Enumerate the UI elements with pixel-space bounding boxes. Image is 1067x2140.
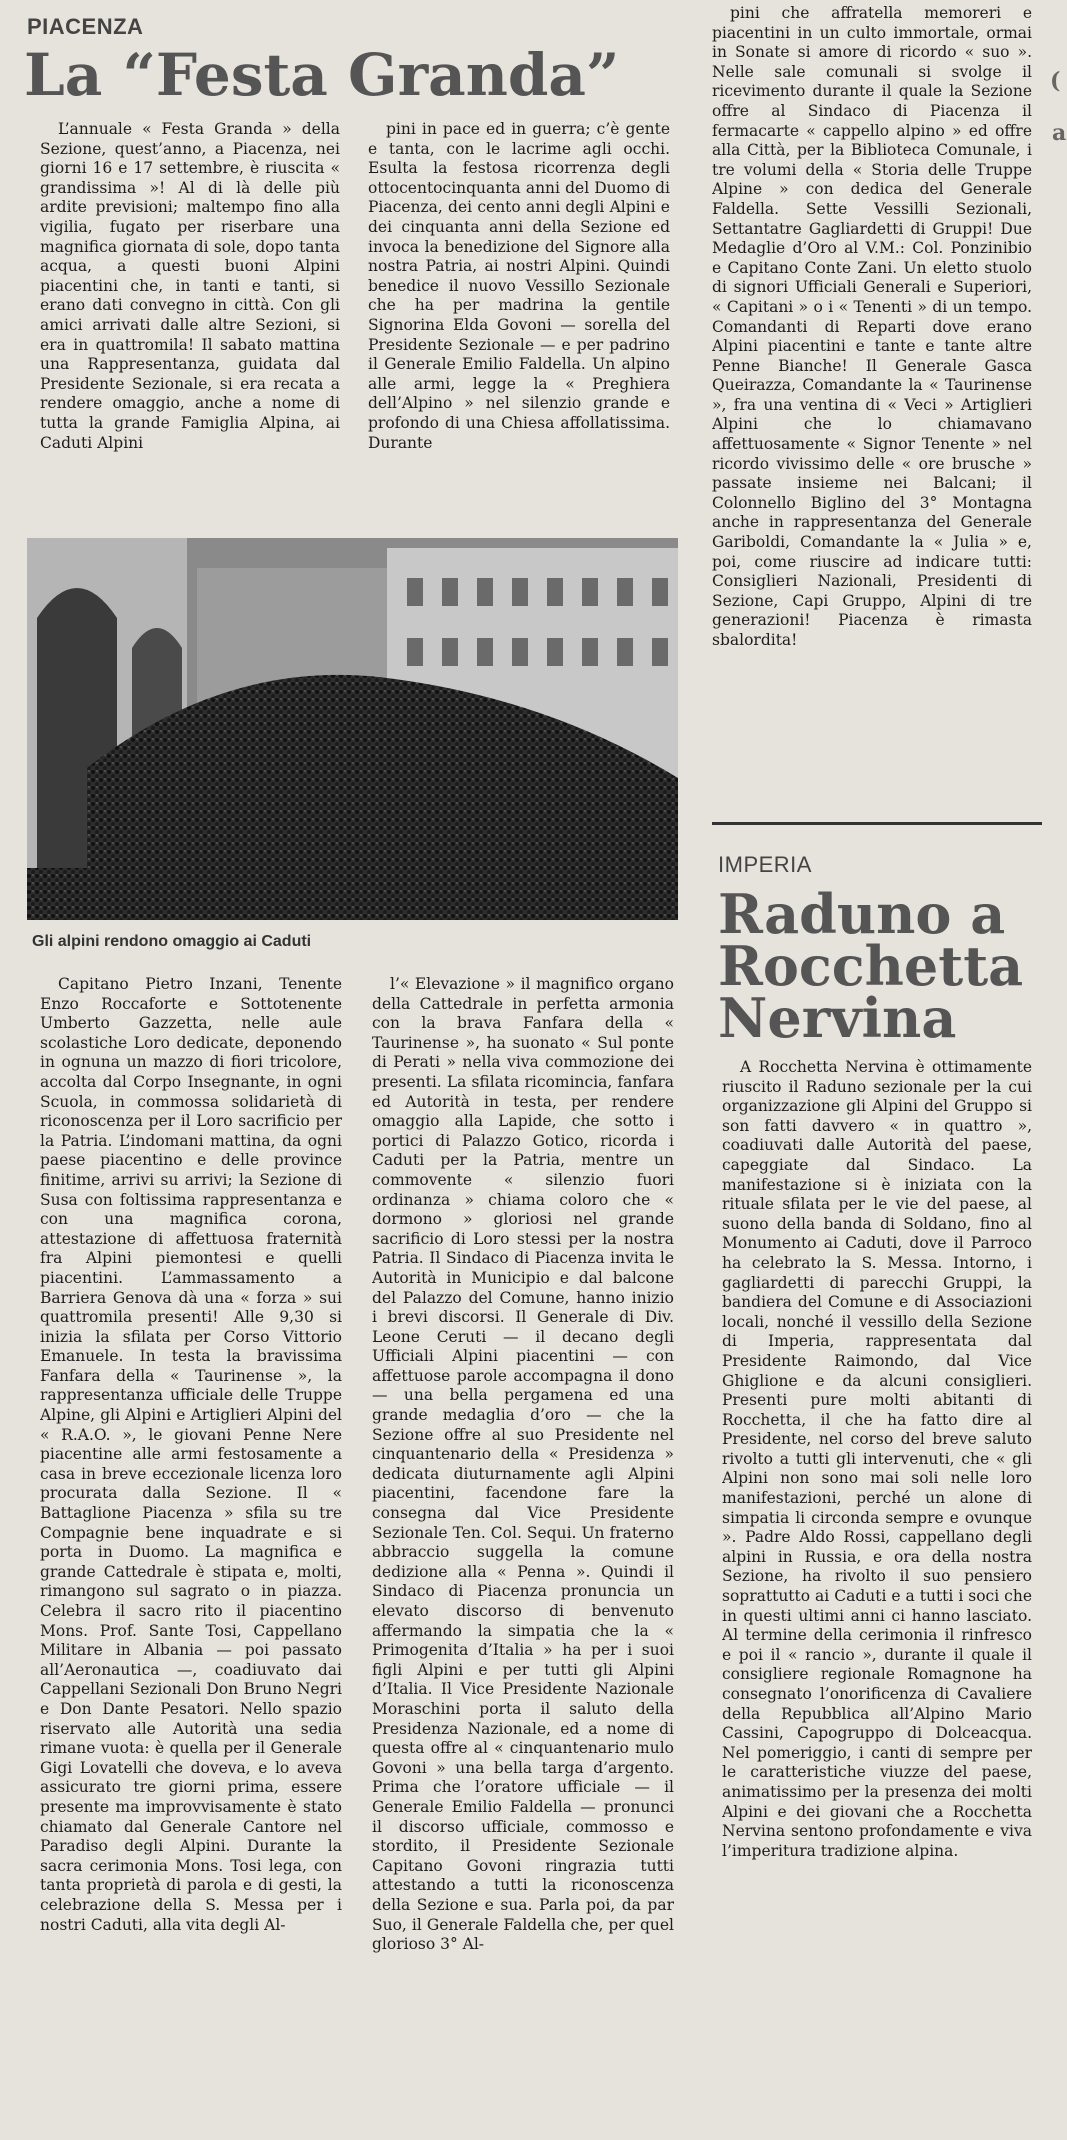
paragraph: L’annuale « Festa Granda » della Sezione, quest’anno, a Piacenza, nei giorni 16 e 17 settembre, è riuscita « grandissima »! Al di là delle più ardite previsioni; maltempo fino alla vigilia, fugato per riserbare una magnifica giornata di sole, dopo tanta acqua, a questi buoni Alpini piacentini che, in tanti e tanti, si erano dati convegno in città. Con gli amici arrivati dalle altre Sezioni, si era in quattromila! Il sabato mattina una Rappresentanza, guidata dal Presidente Sezionale, si era recata a rendere omaggio, anche a nome di tutta la grande Famiglia Alpina, ai Caduti Alpini xyxy=(40,120,340,452)
article-column-1-top xyxy=(40,120,340,520)
article-column-imperia xyxy=(722,1058,1032,2136)
section-kicker-piacenza: PIACENZA xyxy=(27,14,144,39)
article-column-3 xyxy=(712,4,1032,804)
paragraph: A Rocchetta Nervina è ottimamente riuscito il Raduno sezionale per la cui organizzazione gli Alpini del Gruppo si son fatti davvero « in quattro », coadiuvati dalle Autorità del paese, capeggiate dal Sindaco. La manifestazione si è iniziata con la rituale sfilata per le vie del paese, al suono della banda di Soldano, fino al Monumento ai Caduti, dove il Parroco ha celebrato la S. Messa. Intorno, i gagliardetti di parecchi Gruppi, la bandiera del Comune e di Associazioni locali, nonché il vessillo della Sezione di Imperia, rappresentata dal Presidente Raimondo, dal Vice Ghiglione e da alcuni consiglieri. Presenti pure molti abitanti di Rocchetta, il che ha fatto dire al Presidente, nel corso del breve saluto rivolto a tutti gli intervenuti, che « gli Alpini non sono mai soli nelle loro manifestazioni, perché un alone di simpatia li circonda sempre e ovunque ». Padre Aldo Rossi, cappellano degli alpini in Russia, e ora della nostra Sezione, ha rivolto il suo pensiero soprattutto ai Caduti e a tutti i soci che in questi ultimi anni ci hanno lasciato. Al termine della cerimonia il rinfresco e poi il « rancio », durante il quale il consigliere regionale Romagnone ha consegnato l’onorificenza di Cavaliere della Repubblica all’Alpino Mario Cassini, Capogruppo di Dolceacqua. Nel pomeriggio, i canti di sempre per le caratteristiche viuzze del paese, animatissimo per la presenza dei molti Alpini e dei giovani che a Rocchetta Nervina sentono profondamente e viva l’imperitura tradizione alpina. xyxy=(722,1058,1032,1860)
section-divider xyxy=(712,822,1042,825)
cropped-margin-glyph: ( xyxy=(1050,68,1061,94)
article-column-2-top xyxy=(368,120,670,520)
cropped-margin-glyph: a xyxy=(1052,120,1067,146)
headline-piacenza: La “Festa Granda” xyxy=(24,41,620,109)
headline-line: Raduno a xyxy=(718,882,1006,946)
paragraph: l’« Elevazione » il magnifico organo della Cattedrale in perfetta armonia con la brava Fanfara della « Taurinense », ha suonato « Sul ponte di Perati » nella viva commozione dei presenti. La sfilata ricomincia, fanfara ed Autorità in testa, per rendere omaggio alla Lapide, che sotto i portici di Palazzo Gotico, ricorda i Caduti per la Patria, mentre un commovente « silenzio fuori ordinanza » chiama coloro che « dormono » gloriosi nel grande sacrificio di Loro stessi per la nostra Patria. Il Sindaco di Piacenza invita le Autorità in Municipio e dal balcone del Palazzo del Comune, hanno inizio i brevi discorsi. Il Generale di Div. Leone Ceruti — il decano degli Ufficiali Alpini piacentini — con affettuose parole accompagna il dono — una bella pergamena ed una grande medaglia d’oro — che la Sezione offre al suo Presidente nel cinquantenario della « Presidenza » dedicata diuturnamente agli Alpini piacentini, facendone fare la consegna dal Vice Presidente Sezionale Ten. Col. Sequi. Un fraterno abbraccio suggella la comune dedizione alla « Penna ». Quindi il Sindaco di Piacenza pronuncia un elevato discorso di benvenuto affermando la simpatia che la « Primogenita d’Italia » ha per i suoi figli Alpini e per tutti gli Alpini d’Italia. Il Vice Presidente Nazionale Moraschini porta il saluto della Presidenza Nazionale, ed a nome di questa offre al « cinquantenario mulo Govoni » una bella targa d’argento. Prima che l’oratore ufficiale — il Generale Emilio Faldella — pronunci il discorso ufficiale, commosso e stordito, il Presidente Sezionale Capitano Govoni ringrazia tutti attestando a tutti la riconoscenza della Sezione e sua. Parla poi, da par Suo, il Generale Faldella che, per quel glorioso 3° Al- xyxy=(372,975,674,1954)
headline-line: Rocchetta xyxy=(718,934,1024,998)
article-column-1-bottom xyxy=(40,975,342,2135)
paragraph: pini in pace ed in guerra; c’è gente e tanta, con le lacrime agli occhi. Esulta la festosa ricorrenza degli ottocentocinquanta anni del Duomo di Piacenza, dei cento anni degli Alpini e dei cinquanta anni della Sezione ed invoca la benedizione del Signore alla nostra Patria, ai nostri Alpini. Quindi benedice il nuovo Vessillo Sezionale che ha per madrina la gentile Signorina Elda Govoni — sorella del Presidente Sezionale — e per padrino il Generale Emilio Faldella. Un alpino alle armi, legge la « Preghiera dell’Alpino » nel silenzio grande e profondo di una Chiesa affollatissima. Durante xyxy=(368,120,670,452)
article-column-2-bottom xyxy=(372,975,674,2135)
crowd-photo-illustration xyxy=(27,538,678,920)
paragraph: Capitano Pietro Inzani, Tenente Enzo Roccaforte e Sottotenente Umberto Gazzetta, nelle aule scolastiche Loro dedicate, deponendo in ognuna un mazzo di fiori tricolore, accolta dal Corpo Insegnante, in ogni Scuola, in commossa solidarietà di riconoscenza per il Loro sacrificio per la Patria. L’indomani mattina, da ogni paese piacentino e delle province finitime, arrivi su arrivi; la Sezione di Susa con foltissima rappresentanza e con una magnifica corona, attestazione di affettuosa fraternità fra Alpini piemontesi e quelli piacentini. L’ammassamento a Barriera Genova dà una « forza » sui quattromila presenti! Alle 9,30 si inizia la sfilata per Corso Vittorio Emanuele. In testa la bravissima Fanfara della « Taurinense », la rappresentanza ufficiale delle Truppe Alpine, gli Alpini e Artiglieri Alpini del « R.A.O. », le giovani Penne Nere piacentine alle armi festosamente a casa in breve eccezionale licenza loro procurata dalla Sezione. Il « Battaglione Piacenza » sfila su tre Compagnie bene inquadrate e si porta in Duomo. La magnifica e grande Cattedrale è stipata e, molti, rimangono sul sagrato o in piazza. Celebra il sacro rito il piacentino Mons. Prof. Sante Tosi, Cappellano Militare in Albania — poi passato all’Aeronautica —, coadiuvato dai Cappellani Sezionali Don Bruno Negri e Don Dante Pesatori. Nello spazio riservato alle Autorità una sedia rimane vuota: è quella per il Generale Gigi Lovatelli che doveva, e lo aveva assicurato tre giorni prima, essere presente ma improvvisamente è stato chiamato dal Generale Cantore nel Paradiso degli Alpini. Durante la sacra cerimonia Mons. Tosi lega, con tanta proprietà di parola e di gesti, la celebrazione della S. Messa per i nostri Caduti, alla vita degli Al- xyxy=(40,975,342,1934)
paragraph: pini che affratella memoreri e piacentini in un culto immortale, ormai in Sonate si amore di ricordo « suo ». Nelle sale comunali si svolge il ricevimento durante il quale la Sezione offre al Sindaco di Piacenza il fermacarte « cappello alpino » ed offre alla Città, per la Biblioteca Comunale, i tre volumi della « Storia delle Truppe Alpine » con dedica del Generale Faldella. Sette Vessilli Sezionali, Settantatre Gagliardetti di Gruppi! Due Medaglie d’Oro al V.M.: Col. Ponzinibio e Capitano Conte Zani. Un eletto stuolo di signori Ufficiali Generali e Superiori, « Capitani » o i « Tenenti » di un tempo. Comandanti di Reparti dove erano Alpini piacentini e tante e tante altre Penne Bianche! Il Generale Gasca Queirazza, Comandante la « Taurinense », fra una ventina di « Veci » Artiglieri Alpini che lo chiamavano affettuosamente « Signor Tenente » nel ricordo vivissimo delle « ore brusche » passate insieme nei Balcani; il Colonnello Biglino del 3° Montagna anche in rappresentanza del Generale Gariboldi, Comandante la « Julia » e, poi, come riuscire ad indicare tutti: Consiglieri Nazionali, Presidenti di Sezione, Capi Gruppo, Alpini di tre generazioni! Piacenza è rimasta sbalordita! xyxy=(712,4,1032,649)
section-kicker-imperia: IMPERIA xyxy=(718,852,812,877)
crowd-photo xyxy=(27,538,678,920)
photo-caption: Gli alpini rendono omaggio ai Caduti xyxy=(32,933,312,950)
headline-imperia xyxy=(718,882,1024,1050)
headline-line: Nervina xyxy=(718,986,957,1050)
